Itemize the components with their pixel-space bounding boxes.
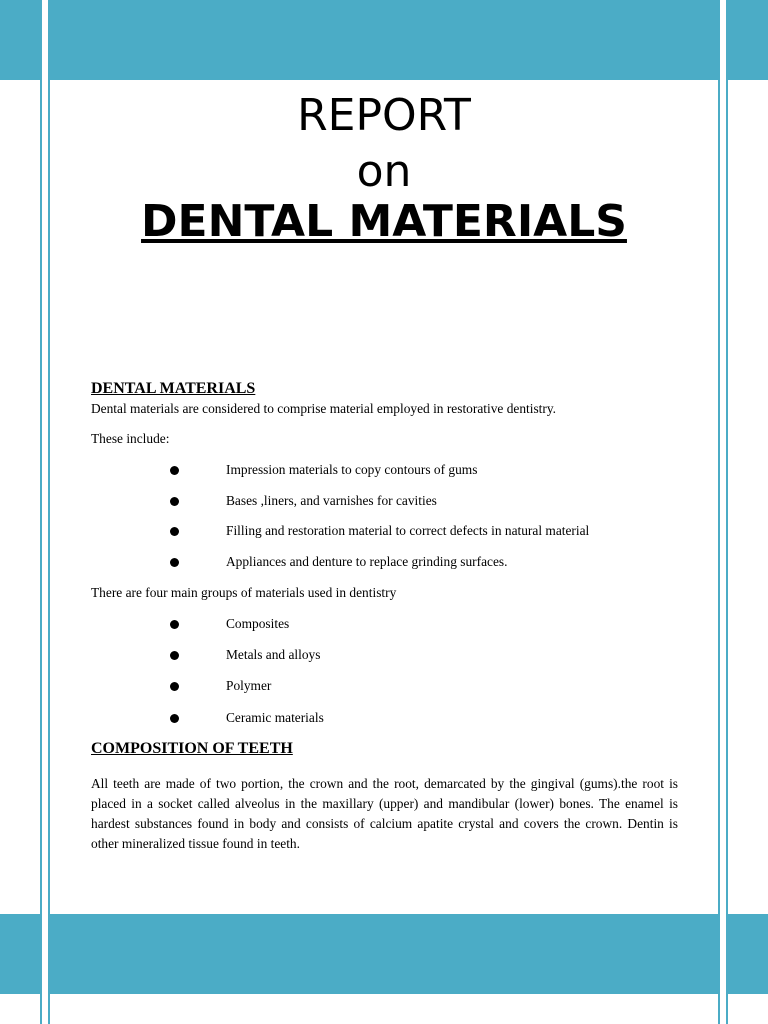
- list-item-text: Bases ,liners, and varnishes for cavities: [226, 493, 437, 508]
- list-item-text: Filling and restoration material to correct defects in natural material: [226, 523, 590, 538]
- list-item: [0, 647, 768, 667]
- bottom-band-center: [50, 914, 718, 994]
- list-item: [0, 710, 768, 730]
- top-band-left: [0, 0, 40, 80]
- bullet-dot-icon: [170, 558, 179, 567]
- list-item: [0, 462, 768, 482]
- bullet-dot-icon: [170, 466, 179, 475]
- cover-title-report: REPORT: [297, 90, 471, 141]
- list-item-text: Metals and alloys: [226, 647, 321, 662]
- list-item-text: Impression materials to copy contours of gums: [226, 462, 478, 477]
- list-item: [0, 493, 768, 513]
- list-item: [0, 554, 768, 574]
- cover-title-subject: DENTAL MATERIALS: [141, 196, 627, 247]
- bullet-dot-icon: [170, 620, 179, 629]
- top-band-right: [728, 0, 768, 80]
- bullet-dot-icon: [170, 714, 179, 723]
- list-item: [0, 616, 768, 636]
- bullet-dot-icon: [170, 497, 179, 506]
- cover-title-on: on: [356, 146, 412, 197]
- list-item-text: Ceramic materials: [226, 710, 324, 725]
- section-heading-dental-materials: DENTAL MATERIALS: [91, 380, 256, 397]
- list-item: [0, 523, 768, 543]
- list-item-text: Polymer: [226, 678, 272, 693]
- bullet-dot-icon: [170, 651, 179, 660]
- bullet-dot-icon: [170, 682, 179, 691]
- top-band-center: [50, 0, 718, 80]
- composition-paragraph: All teeth are made of two portion, the crown and the root, demarcated by the gingival (gums).the root is placed in a socket called alveolus in the maxillary (upper) and mandibular (lower) bones. The enamel is hardest substances found in body and consists of calcium apatite crystal and covers the crown. Dentin is other mineralized tissue found in teeth.: [91, 776, 678, 851]
- list-item-text: Composites: [226, 616, 290, 631]
- bottom-band-right: [728, 914, 768, 994]
- list-item-text: Appliances and denture to replace grinding surfaces.: [226, 554, 508, 569]
- section-intro-text: Dental materials are considered to comprise material employed in restorative dentistry.: [91, 401, 557, 416]
- bullet-dot-icon: [170, 527, 179, 536]
- section-heading-composition-of-teeth: COMPOSITION OF TEETH: [91, 740, 293, 757]
- includes-label: These include:: [91, 431, 170, 446]
- bottom-band-left: [0, 914, 40, 994]
- groups-label: There are four main groups of materials used in dentistry: [91, 585, 397, 600]
- list-item: [0, 678, 768, 698]
